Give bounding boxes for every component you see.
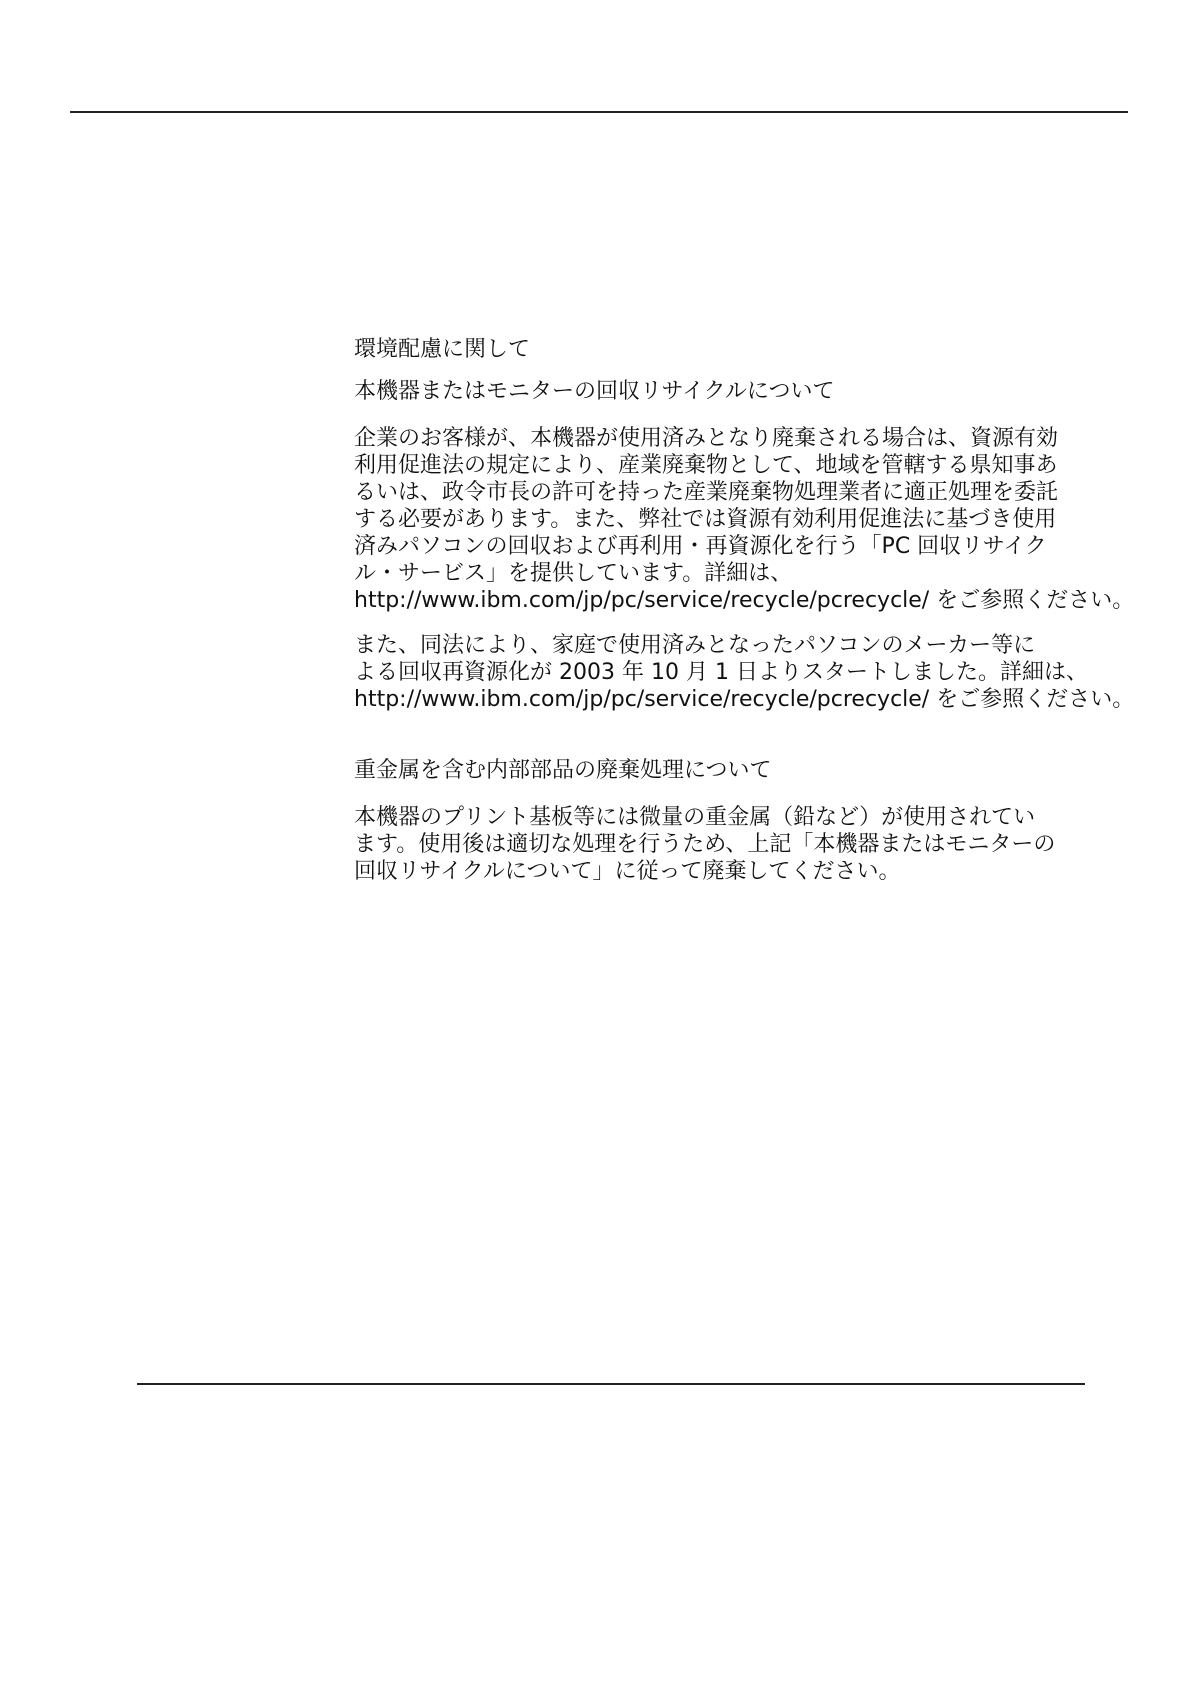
paragraph-household-recycling bbox=[354, 632, 1135, 713]
paragraph-line: ます。使用後は適切な処理を行うため、上記「本機器またはモニターの bbox=[354, 832, 1056, 857]
top-rule bbox=[70, 111, 1128, 113]
page-content bbox=[354, 336, 1135, 885]
section-subtitle-recycling: 本機器またはモニターの回収リサイクルについて bbox=[354, 379, 835, 404]
section-title-heavy-metals: 重金属を含む内部部品の廃棄処理について bbox=[354, 758, 772, 783]
paragraph-heavy-metals bbox=[354, 804, 1084, 885]
paragraph-line-url: http://www.ibm.com/jp/pc/service/recycle/pcrecycle/ をご参照ください。 bbox=[354, 588, 1135, 613]
paragraph-line: また、同法により、家庭で使用済みとなったパソコンのメーカー等に bbox=[354, 633, 1036, 658]
paragraph-line: する必要があります。また、弊社では資源有効利用促進法に基づき使用 bbox=[354, 507, 1057, 532]
paragraph-line: ル・サービス」を提供しています。詳細は、 bbox=[354, 561, 793, 586]
paragraph-line: よる回収再資源化が 2003 年 10 月 1 日よりスタートしました。詳細は、 bbox=[354, 660, 1088, 685]
paragraph-line: 本機器のプリント基板等には微量の重金属（鉛など）が使用されてい bbox=[354, 805, 1036, 830]
paragraph-line: るいは、政令市長の許可を持った産業廃棄物処理業者に適正処理を委託 bbox=[354, 480, 1059, 505]
bottom-rule bbox=[137, 1383, 1085, 1385]
section-title-environment: 環境配慮に関して bbox=[354, 337, 531, 362]
paragraph-line: 済みパソコンの回収および再利用・再資源化を行う「PC 回収リサイク bbox=[354, 534, 1047, 559]
paragraph-line: 回収リサイクルについて」に従って廃棄してください。 bbox=[354, 859, 901, 884]
paragraph-line-url: http://www.ibm.com/jp/pc/service/recycle/pcrecycle/ をご参照ください。 bbox=[354, 687, 1135, 712]
paragraph-line: 利用促進法の規定により、産業廃棄物として、地域を管轄する県知事あ bbox=[354, 453, 1058, 478]
paragraph-corporate-recycling bbox=[354, 425, 1135, 614]
paragraph-line: 企業のお客様が、本機器が使用済みとなり廃棄される場合は、資源有効 bbox=[354, 426, 1059, 451]
